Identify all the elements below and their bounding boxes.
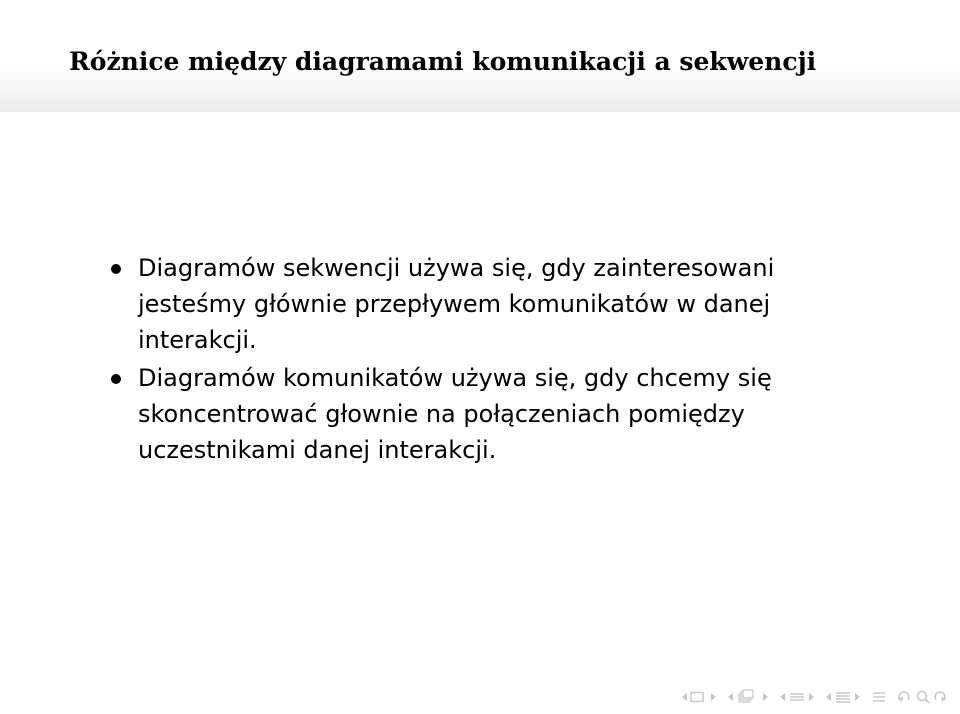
- bullet-list: [108, 250, 828, 470]
- nav-subsection-prev-next-icon[interactable]: [727, 688, 769, 706]
- bullet-text: Diagramów komunikatów używa się, gdy chcemy się skoncentrować głownie na połączeniach pomiędzy uczestnikami danej interakcji.: [138, 364, 772, 464]
- bullet-dot-icon: [111, 264, 121, 274]
- nav-section-prev-next-icon[interactable]: [779, 688, 815, 706]
- bullet-item: [108, 250, 828, 358]
- bullet-dot-icon: [111, 374, 121, 384]
- beamer-navigation-bar: [676, 688, 952, 706]
- nav-slide-prev-next-icon[interactable]: [825, 688, 861, 706]
- bullet-item: [108, 360, 828, 468]
- nav-search-back-forward-icon[interactable]: [897, 688, 947, 706]
- slide-title: Różnice między diagramami komunikacji a sekwencji: [69, 47, 817, 76]
- nav-align-icon[interactable]: [871, 688, 887, 706]
- nav-frame-prev-next-icon[interactable]: [681, 688, 717, 706]
- bullet-text: Diagramów sekwencji używa się, gdy zainteresowani jesteśmy głównie przepływem komunikatów w danej interakcji.: [138, 254, 775, 354]
